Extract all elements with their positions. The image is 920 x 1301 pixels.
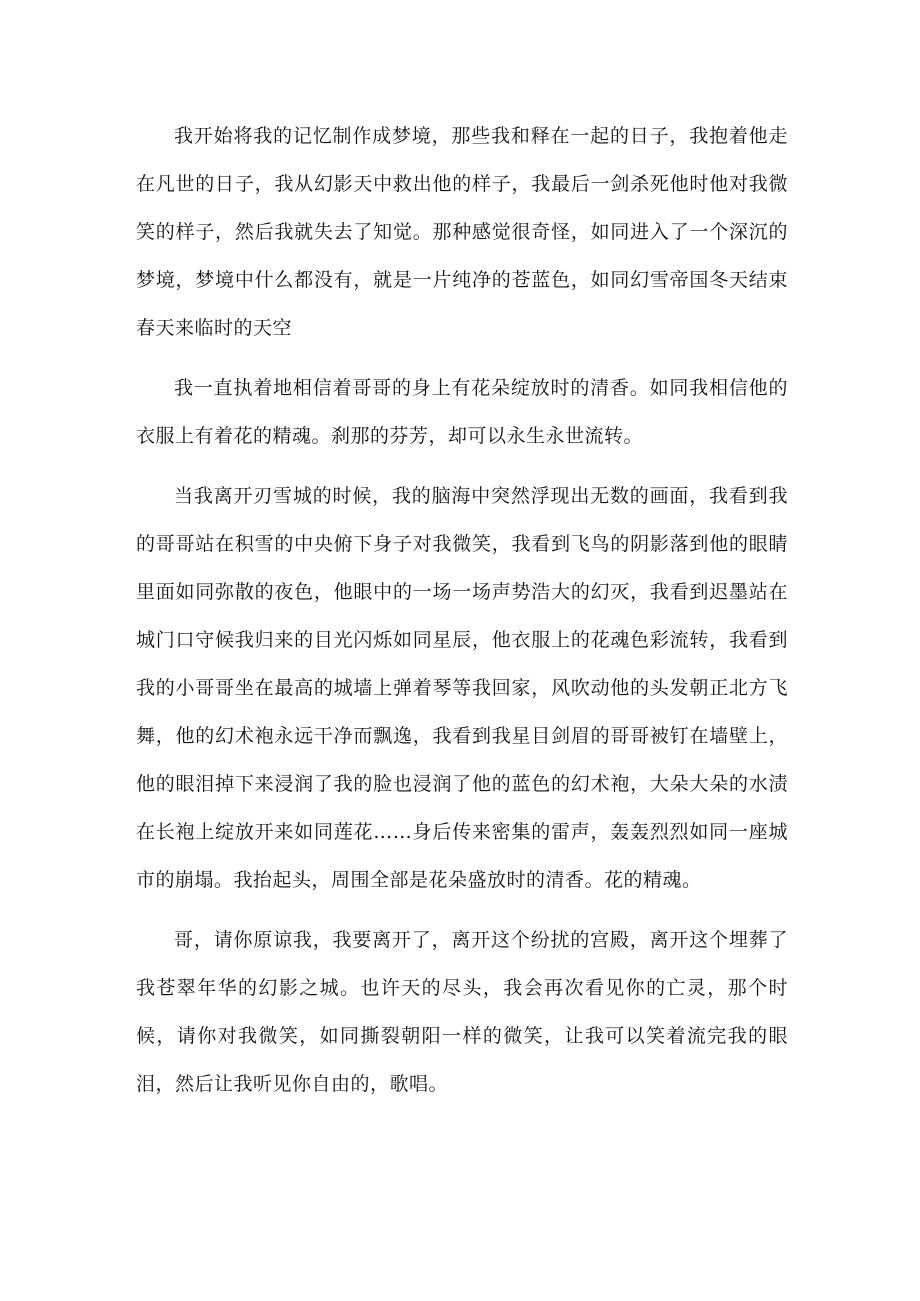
paragraph-4: 哥，请你原谅我，我要离开了，离开这个纷扰的宫殿，离开这个埋葬了我苍翠年华的幻影之城。也许天的尽头，我会再次看见你的亡灵，那个时候，请你对我微笑，如同撕裂朝阳一样的微笑，让我可以笑着流完我的眼泪，然后让我听见你自由的，歌唱。: [136, 929, 788, 1095]
paragraph-2: 我一直执着地相信着哥哥的身上有花朵绽放时的清香。如同我相信他的衣服上有着花的精魂。刹那的芬芳，却可以永生永世流转。: [136, 377, 788, 447]
paragraph-3: 当我离开刃雪城的时候，我的脑海中突然浮现出无数的画面，我看到我的哥哥站在积雪的中央俯下身子对我微笑，我看到飞鸟的阴影落到他的眼睛里面如同弥散的夜色，他眼中的一场一场声势浩大的幻灭，我看到迟墨站在城门口守候我归来的目光闪烁如同星辰，他衣服上的花魂色彩流转，我看到我的小哥哥坐在最高的城墙上弹着琴等我回家，风吹动他的头发朝正北方飞舞，他的幻术袍永远干净而飘逸，我看到我星目剑眉的哥哥被钉在墙壁上，他的眼泪掉下来浸润了我的脸也浸润了他的蓝色的幻术袍，大朵大朵的水渍在长袍上绽放开来如同莲花……身后传来密集的雷声，轰轰烈烈如同一座城市的崩塌。我抬起头，周围全部是花朵盛放时的清香。花的精魂。: [136, 485, 788, 891]
paragraph-1: 我开始将我的记忆制作成梦境，那些我和释在一起的日子，我抱着他走在凡世的日子，我从幻影天中救出他的样子，我最后一剑杀死他时他对我微笑的样子，然后我就失去了知觉。那种感觉很奇怪，如同进入了一个深沉的梦境，梦境中什么都没有，就是一片纯净的苍蓝色，如同幻雪帝国冬天结束春天来临时的天空: [136, 125, 788, 339]
document-body: [136, 112, 788, 1108]
